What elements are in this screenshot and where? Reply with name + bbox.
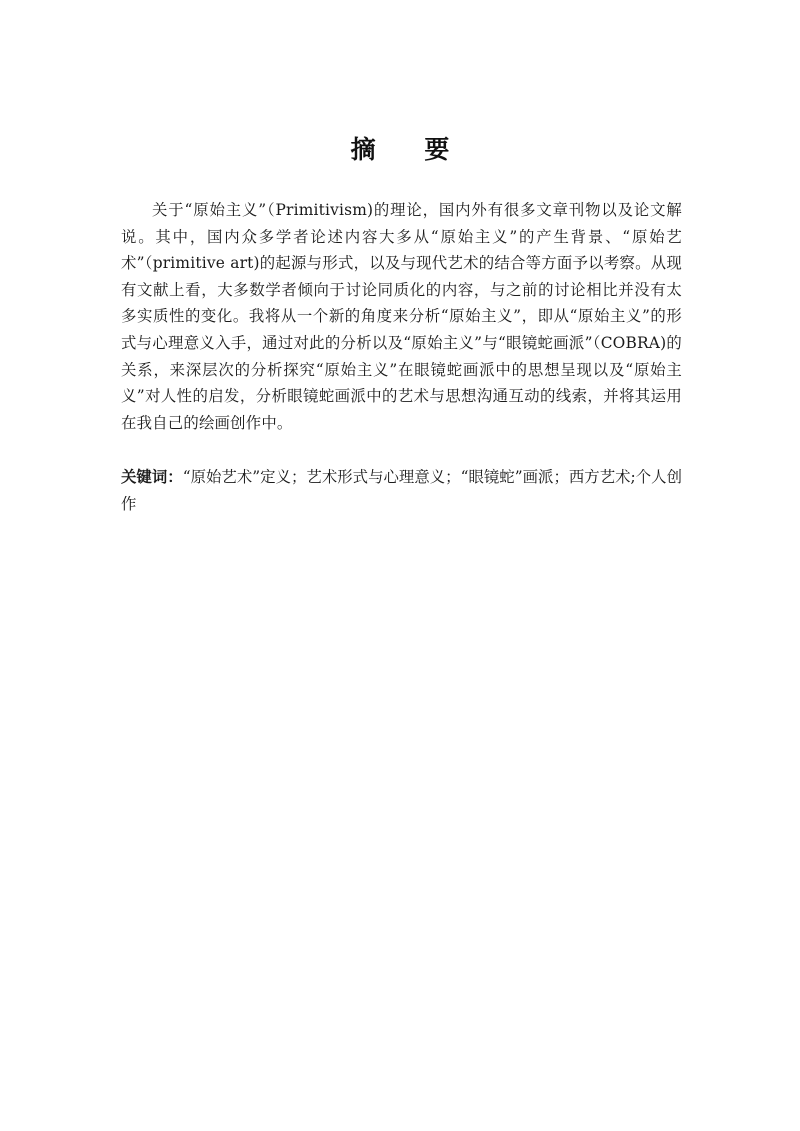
keywords-label: 关键词： [121, 468, 183, 486]
abstract-paragraph: 关于“原始主义”（Primitivism)的理论，国内外有很多文章刊物以及论文解说。其中，国内众多学者论述内容大多从“原始主义”的产生背景、“原始艺术”（primitive art)的起源与形式，以及与现代艺术的结合等方面予以考察。从现有文献上看，大多数学者倾向于讨论同质化的内容，与之前的讨论相比并没有太多实质性的变化。我将从一个新的角度来分析“原始主义”，即从“原始主义”的形式与心理意义入手，通过对此的分析以及“原始主义”与“眼镜蛇画派”（COBRA)的关系，来深层次的分析探究“原始主义”在眼镜蛇画派中的思想呈现以及“原始主义”对人性的启发，分析眼镜蛇画派中的艺术与思想沟通互动的线索，并将其运用在我自己的绘画创作中。 [121, 201, 682, 432]
page-title: 摘 要 [350, 135, 470, 164]
keywords-text: “原始艺术”定义；艺术形式与心理意义；“眼镜蛇”画派；西方艺术;个人创作 [121, 468, 682, 513]
keywords-paragraph [121, 464, 682, 517]
